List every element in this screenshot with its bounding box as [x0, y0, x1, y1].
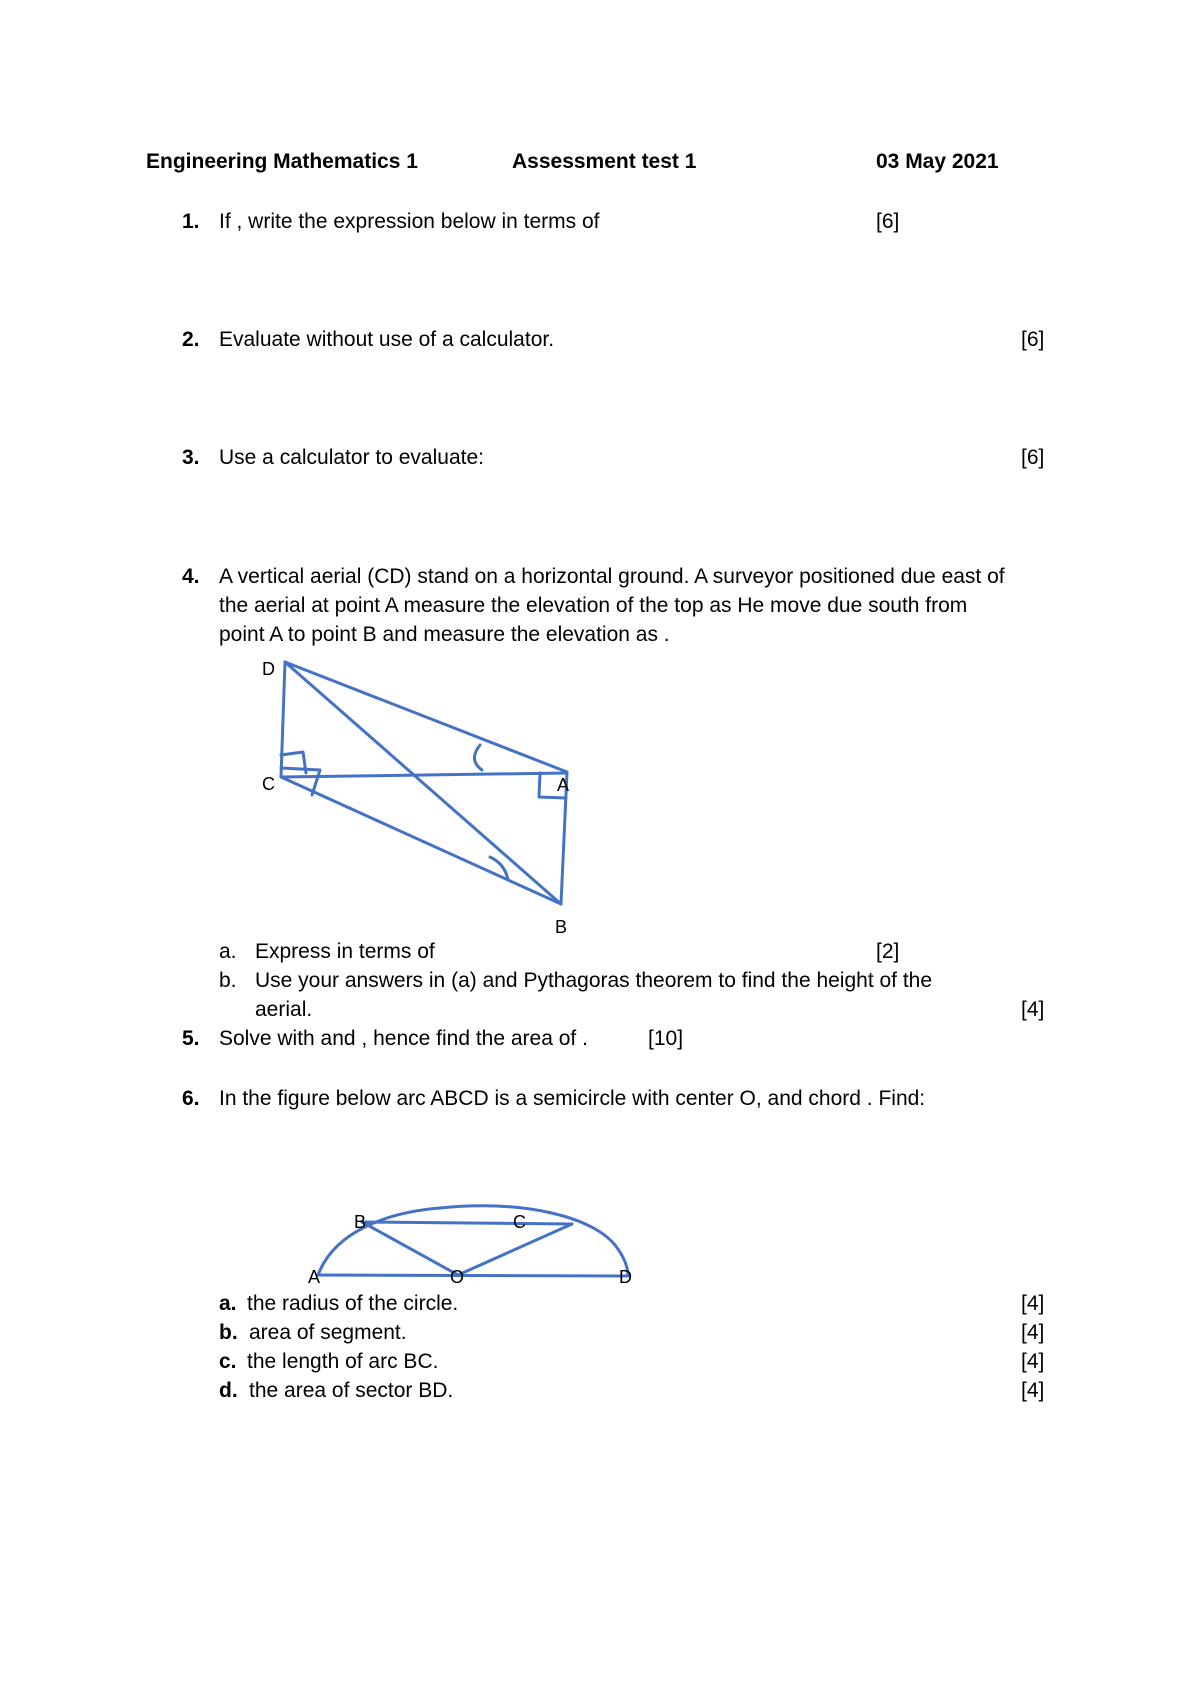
question-4b-text-2: aerial. [255, 998, 313, 1021]
right-angle-c-cb [281, 768, 320, 795]
line-dc [281, 662, 285, 777]
label-b: B [555, 917, 568, 937]
line-db [285, 662, 561, 904]
question-6d-text: the area of sector BD. [249, 1379, 454, 1402]
diameter-ad [318, 1275, 628, 1276]
question-6b-marks: [4] [1021, 1321, 1045, 1344]
line-ca [281, 773, 566, 777]
label-o: O [450, 1267, 465, 1287]
question-4b-text: Use your answers in (a) and Pythagoras theorem to find the height of the [255, 969, 933, 992]
question-4-line-1: A vertical aerial (CD) stand on a horizontal ground. A surveyor positioned due east of [219, 565, 1005, 588]
question-6b-letter: b. [219, 1321, 238, 1344]
label-a: A [557, 775, 570, 795]
question-4b-marks: [4] [1021, 998, 1045, 1021]
label-c: C [262, 774, 275, 794]
label-c2: C [513, 1212, 526, 1232]
chord-bc [362, 1222, 572, 1224]
question-6-number: 6. [182, 1087, 200, 1110]
question-4b-letter: b. [219, 969, 237, 992]
line-da [285, 662, 567, 772]
question-5-text: Solve with and , hence find the area of . [219, 1027, 588, 1050]
label-d2: D [619, 1267, 632, 1287]
radius-ob [362, 1222, 458, 1275]
question-1-marks: [6] [876, 210, 900, 233]
question-6d-letter: d. [219, 1379, 238, 1402]
question-6b-text: area of segment. [249, 1321, 407, 1344]
question-2-marks: [6] [1021, 328, 1045, 351]
question-5-marks: [10] [648, 1027, 684, 1050]
test-title: Assessment test 1 [512, 150, 697, 173]
question-1-text: If , write the expression below in terms of [219, 210, 600, 233]
question-2-number: 2. [182, 328, 200, 351]
label-b2: B [354, 1212, 367, 1232]
question-6d-marks: [4] [1021, 1379, 1045, 1402]
course-title: Engineering Mathematics 1 [146, 150, 418, 173]
question-6a-letter: a. [219, 1292, 237, 1315]
angle-arc-a [474, 745, 482, 770]
label-d: D [262, 659, 275, 679]
question-6c-text: the length of arc BC. [247, 1350, 439, 1373]
question-6c-marks: [4] [1021, 1350, 1045, 1373]
test-date: 03 May 2021 [876, 150, 999, 173]
question-4a-text: Express in terms of [255, 940, 435, 963]
question-4a-letter: a. [219, 940, 237, 963]
line-cb [281, 777, 561, 904]
label-a2: A [308, 1267, 321, 1287]
question-6a-text: the radius of the circle. [247, 1292, 459, 1315]
arc-ab [318, 1208, 440, 1275]
question-2-text: Evaluate without use of a calculator. [219, 328, 555, 351]
question-5-number: 5. [182, 1027, 200, 1050]
question-4-number: 4. [182, 565, 200, 588]
question-3-number: 3. [182, 446, 200, 469]
question-6-text: In the figure below arc ABCD is a semicircle with center O, and chord . Find: [219, 1087, 926, 1110]
question-6c-letter: c. [219, 1350, 237, 1373]
question-3-marks: [6] [1021, 446, 1045, 469]
question-4-line-3: point A to point B and measure the elevation as . [219, 623, 670, 646]
question-6a-marks: [4] [1021, 1292, 1045, 1315]
question-4a-marks: [2] [876, 940, 900, 963]
question-4-line-2: the aerial at point A measure the elevation of the top as He move due south from [219, 594, 968, 617]
question-3-text: Use a calculator to evaluate: [219, 446, 484, 469]
question-1-number: 1. [182, 210, 200, 233]
